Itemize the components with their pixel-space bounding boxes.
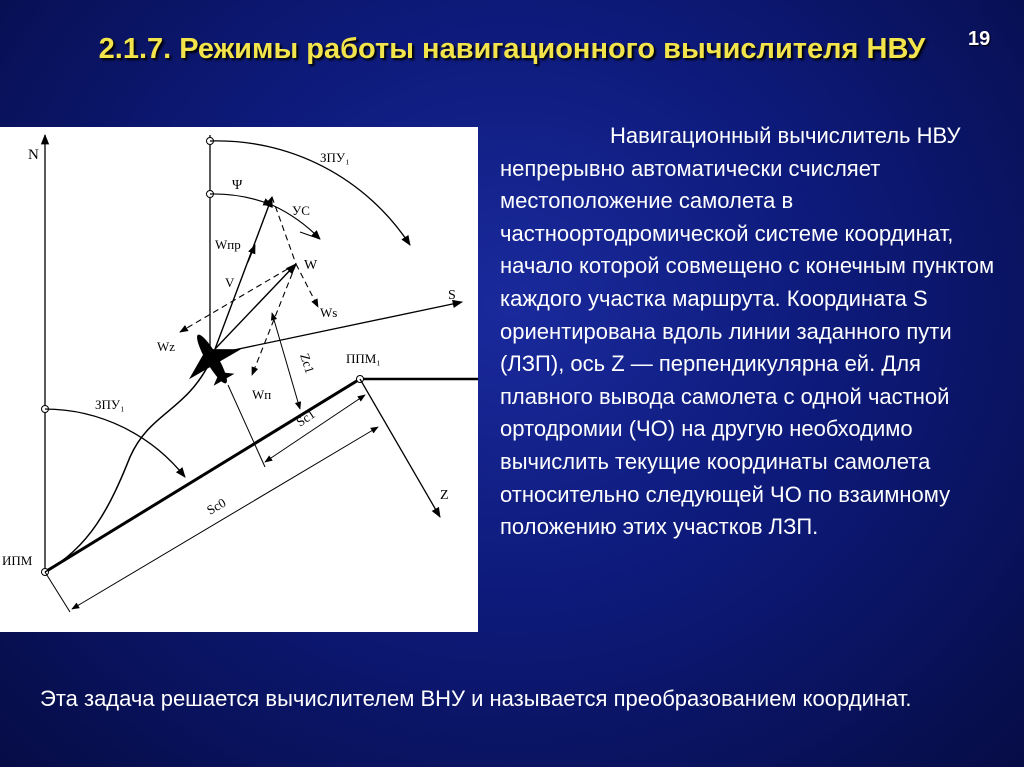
track-line-lzp [45, 379, 360, 572]
label-v: V [225, 275, 235, 290]
label-us: УС [292, 203, 310, 218]
footer-text: Эта задача решается вычислителем ВНУ и называется преобразованием координат. [40, 686, 912, 711]
zc-dimension [272, 313, 300, 409]
label-ws: Ws [320, 305, 338, 320]
psi-arc [210, 194, 272, 205]
sc0-extension [45, 572, 70, 612]
label-wz: Wz [157, 339, 176, 354]
label-wpr: Wпр [215, 237, 241, 252]
label-ppm: ППМ₁ [346, 351, 381, 366]
dashed-wz [180, 264, 296, 332]
label-ipm: ИПМ [2, 553, 33, 568]
label-w: W [304, 258, 318, 273]
label-psi: Ψ [232, 178, 243, 193]
label-s-axis: S [448, 288, 456, 303]
label-zpu-top: ЗПУ₁ [320, 150, 350, 165]
aircraft-path [45, 362, 210, 572]
body-text: Навигационный вычислитель НВУ непрерывно автоматически счисляет местоположение самолета в частноортодромической системе координат, начало которой совмещено с конечным пунктом каждого участка маршрута. Координата S ориентирована вдоль линии заданного пути (ЛЗП), ось Z — перпендикулярна ей. Для плавного вывода самолета с одной частной ортодромии (ЧО) на другую необходимо вычислить текущие координаты самолета относительно следующей ЧО по взаимному положению этих участков ЛЗП. [500, 123, 995, 540]
label-zpu-bottom: ЗПУ₁ [95, 397, 125, 412]
navigation-diagram [0, 127, 478, 632]
label-north: N [28, 147, 39, 163]
label-z-axis: Z [440, 488, 449, 503]
aircraft-icon [172, 320, 252, 398]
z-axis [360, 379, 440, 517]
vector-wpr [215, 197, 272, 349]
label-wp: Wп [252, 387, 272, 402]
slide-title: 2.1.7. Режимы работы навигационного вычислителя НВУ [98, 33, 926, 65]
vector-v [248, 245, 255, 262]
slide-number: 19 [968, 28, 991, 50]
sc0-dimension [72, 427, 378, 609]
zpu-arc-bottom [45, 409, 185, 477]
label-sc0: Sс0 [204, 494, 229, 518]
label-zc: Zс1 [297, 351, 318, 376]
label-sc1: Sс1 [293, 406, 318, 430]
